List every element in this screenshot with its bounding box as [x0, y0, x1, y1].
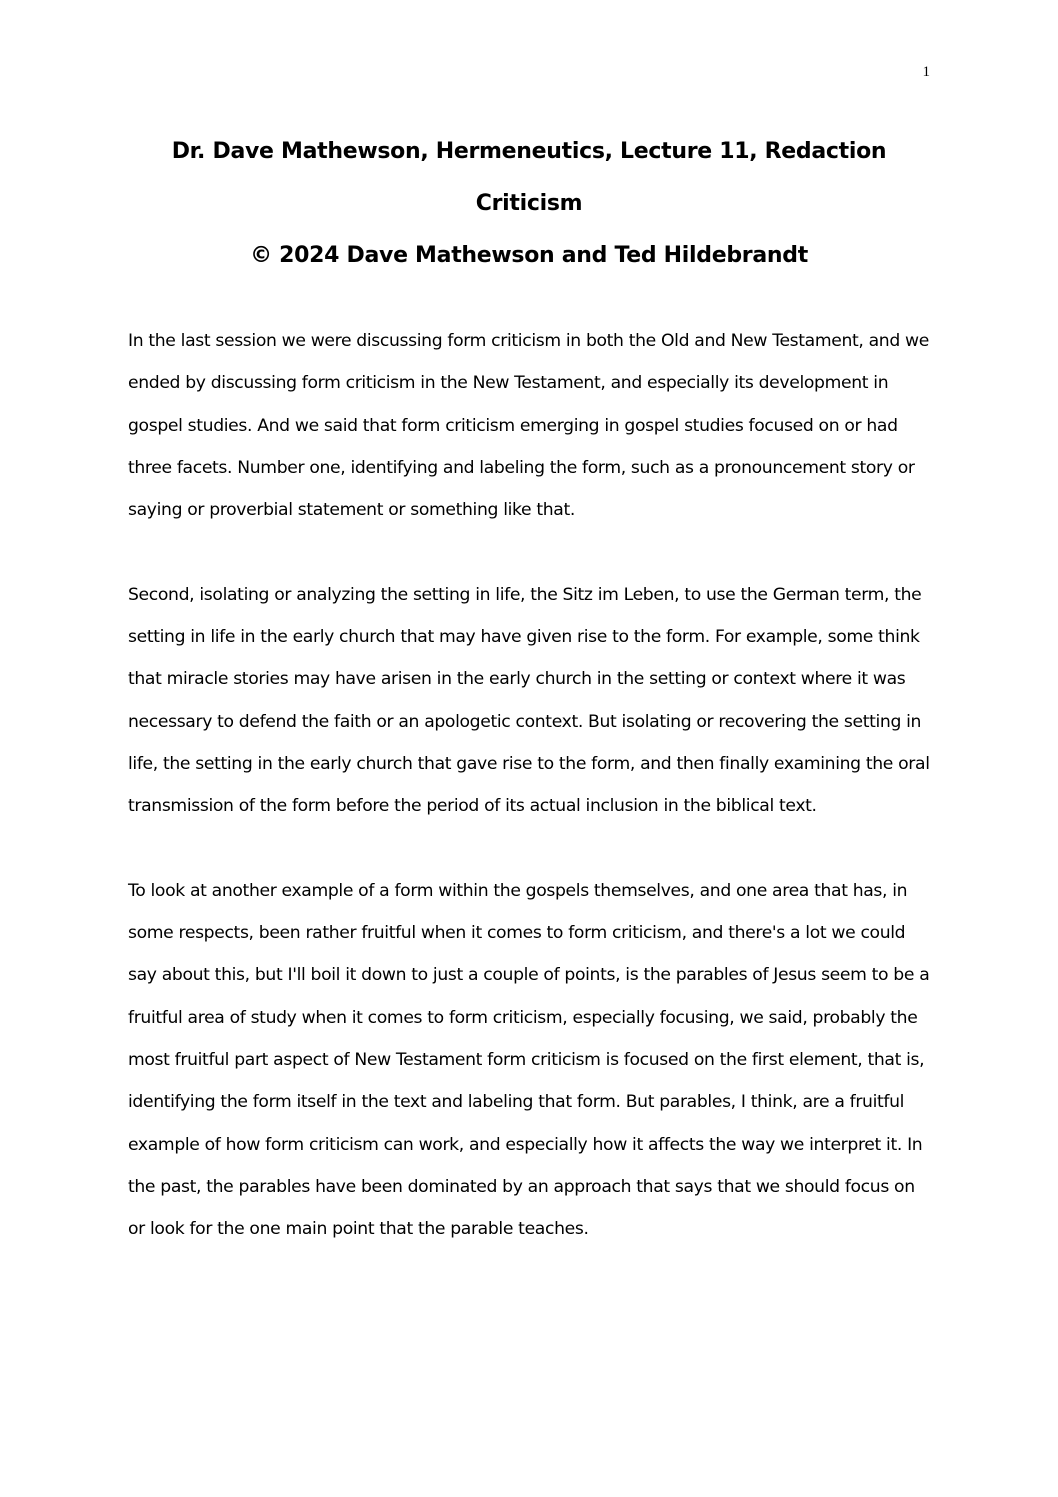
- title-line-1: Dr. Dave Mathewson, Hermeneutics, Lecture 11, Redaction: [171, 139, 887, 164]
- title-line-2: Criticism: [475, 191, 583, 216]
- title-line-3-copyright: © 2024 Dave Mathewson and Ted Hildebrandt: [250, 243, 808, 268]
- paragraph-3: To look at another example of a form within the gospels themselves, and one area that has, in some respects, been rather fruitful when it comes to form criticism, and there's a lot we could say about this, but I'll boil it down to just a couple of points, is the parables of Jesus seem to be a fruitful area of study when it comes to form criticism, especially focusing, we said, probably the most fruitful part aspect of New Testament form criticism is focused on the first element, that is, identifying the form itself in the text and labeling that form. But parables, I think, are a fruitful example of how form criticism can work, and especially how it affects the way we interpret it. In the past, the parables have been dominated by an approach that says that we should focus on or look for the one main point that the parable teaches.: [128, 880, 930, 1240]
- document-title: [128, 126, 930, 282]
- paragraph-2: Second, isolating or analyzing the setting in life, the Sitz im Leben, to use the German term, the setting in life in the early church that may have given rise to the form. For example, some think that miracle stories may have arisen in the early church in the setting or context where it was necessary to defend the faith or an apologetic context. But isolating or recovering the setting in life, the setting in the early church that gave rise to the form, and then finally examining the oral transmission of the form before the period of its actual inclusion in the biblical text.: [128, 584, 930, 817]
- page-number: 1: [922, 64, 930, 80]
- document-body: [128, 320, 930, 1293]
- paragraph-1: In the last session we were discussing form criticism in both the Old and New Testament, and we ended by discussing form criticism in the New Testament, and especially its development in gospel studies. And we said that form criticism emerging in gospel studies focused on or had three facets. Number one, identifying and labeling the form, such as a pronouncement story or saying or proverbial statement or something like that.: [128, 331, 929, 521]
